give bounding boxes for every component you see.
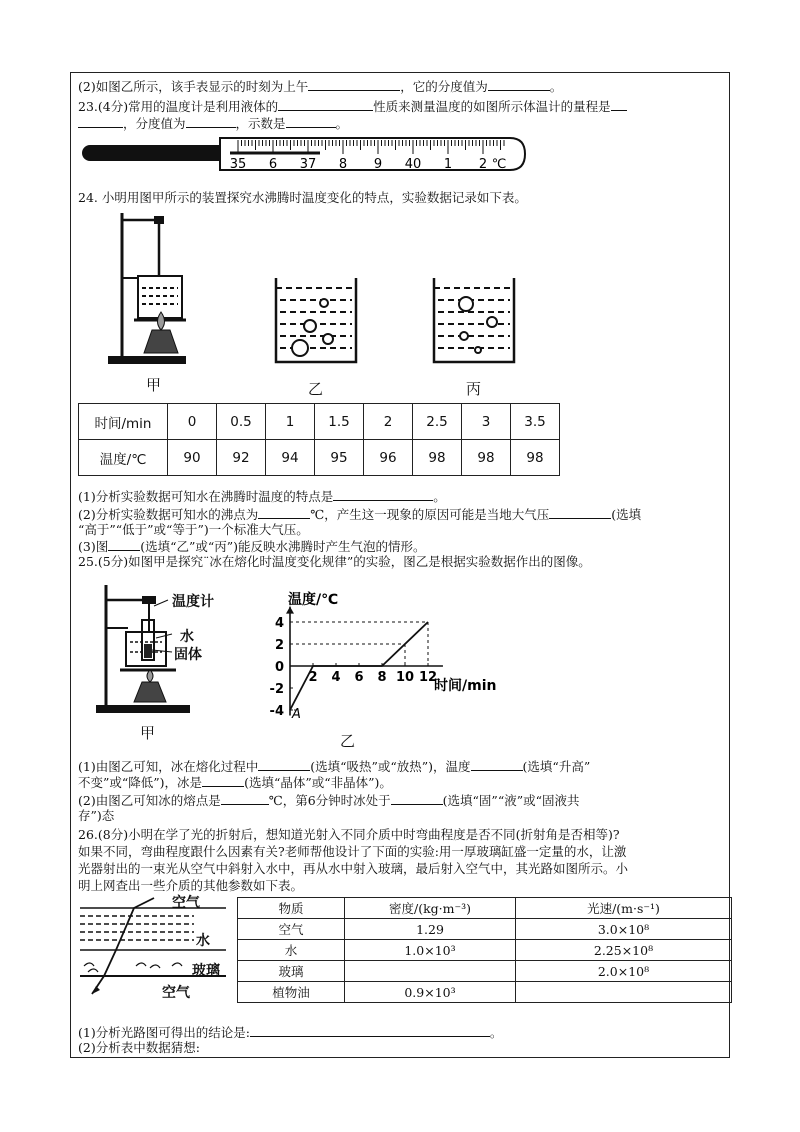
table-cell: 玻璃 [238,961,345,982]
text: (选填“乙”或“丙”)能反映水沸腾时产生气泡的情形。 [140,539,426,554]
x-axis-label: 时间/min [434,678,497,694]
text: (1)由图乙可知，冰在熔化过程中 [78,759,259,774]
text: ，它的分度值为 [400,79,488,94]
table-cell: 94 [266,440,315,476]
text: (选填“升高” [522,759,591,774]
q25-part2 [78,792,580,808]
tick-label: 37 [299,157,317,172]
table-header-row [238,898,732,919]
x-tick-label: 6 [354,670,364,685]
text: 。 [335,116,349,131]
answer-blank[interactable] [250,1024,490,1037]
x-tick-label: 10 [395,670,415,685]
bubble [460,332,468,340]
table-cell: 2.25×10⁸ [516,940,732,961]
text: (2)由图乙可知冰的熔点是 [78,793,221,808]
clamp [142,596,156,604]
table-cell: 98 [413,440,462,476]
table-cell: 95 [315,440,364,476]
text: (2)分析实验数据可知水的沸点为 [78,507,259,522]
figure-label-jia-25: 甲 [140,724,156,742]
q25-part2-cont [78,808,114,823]
answer-blank[interactable] [258,506,310,519]
text: (1)分析光路图可得出的结论是: [78,1025,250,1040]
text: (2)如图乙所示，该手表显示的时刻为上午 [78,79,309,94]
text: (选填“吸热”或“放热”)，温度 [310,759,471,774]
table-row [238,940,732,961]
ray-arrow [92,986,100,994]
text: (选填 [611,507,642,522]
answer-blank[interactable] [108,538,140,551]
table-header-time: 时间/min [79,404,168,440]
answer-blank[interactable] [333,488,433,501]
boiling-apparatus [100,208,190,378]
text: 26.(8分)小明在学了光的折射后，想知道光射入不同介质中时弯曲程度是否不同(折射角是否相等)? [78,827,620,842]
table-cell: 植物油 [238,982,345,1003]
q26-part2 [78,1040,200,1055]
table-cell [516,982,732,1003]
text: 。 [433,489,446,504]
q25-part1-cont [78,774,392,790]
text: 光器射出的一束光从空气中斜射入水中，再从水中射入玻璃，最后射入空气中，其光路如图所示。小 [78,861,629,876]
table-cell: 98 [462,440,511,476]
text: ，分度值为 [123,116,186,131]
table-cell: 1 [266,404,315,440]
bubble [487,317,497,327]
table-cell: 水 [238,940,345,961]
x-tick-label: 12 [418,670,438,685]
text: 25.(5分)如图甲是探究¨冰在熔化时温度变化规律”的实验，图乙是根据实验数据作出的图像。 [78,554,591,569]
table-header: 物质 [238,898,345,919]
table-row [238,961,732,982]
label-air-bottom: 空气 [162,985,190,1001]
table-header-temp: 温度/℃ [79,440,168,476]
answer-blank[interactable] [278,98,373,111]
q26-stem-1 [78,827,620,842]
table-cell: 0.9×10³ [345,982,516,1003]
table-cell: 92 [217,440,266,476]
tick-label: 40 [404,157,422,172]
answer-blank[interactable] [488,78,550,91]
table-row [238,919,732,940]
answer-blank[interactable] [258,758,310,771]
text: ℃，第6分钟时冰处于 [268,793,391,808]
q24-stem [78,190,527,205]
bubble [459,297,473,311]
text: (2)分析表中数据猜想: [78,1040,200,1055]
table-cell [345,961,516,982]
table-header: 密度/(kg·m⁻³) [345,898,516,919]
y-tick-label: -2 [269,682,284,697]
text: (选填“固”“液”或“固液共 [442,793,580,808]
q26-stem-4 [78,878,303,893]
q25-stem [78,554,591,569]
y-tick-label: 2 [274,638,284,653]
figure-label-bing: 丙 [466,380,482,398]
text: 。 [489,1025,503,1040]
y-axis-label: 温度/℃ [288,592,339,608]
text: 23.(4分)常用的温度计是利用液体的 [78,99,279,114]
text: ℃，产生这一现象的原因可能是当地大气压 [310,507,550,522]
clinical-thermometer [80,132,530,180]
solid-sample [144,644,152,658]
y-tick-label: 4 [274,616,284,631]
flame [147,670,153,682]
label-water: 水 [180,629,194,645]
answer-blank[interactable] [308,78,400,91]
text: ，示数是 [235,116,286,131]
table-cell: 1.5 [315,404,364,440]
tick-label: ℃ [491,157,507,172]
answer-blank[interactable] [221,792,269,805]
q24-part3 [78,538,426,554]
answer-blank[interactable] [286,115,336,128]
thermometer-bulb [82,145,232,161]
table-cell: 3 [462,404,511,440]
melting-graph [258,586,508,726]
tick-label: 2 [478,157,488,172]
beaker-yi [272,276,360,368]
tick-label: 6 [268,157,278,172]
stand-base [96,705,190,713]
bubble [320,299,328,307]
medium-data-table [237,897,732,1003]
text: 如果不同，弯曲程度跟什么因素有关?老师帮他设计了下面的实验:用一厚玻璃缸盛一定量的水，让激 [78,844,627,859]
label-solid: 固体 [174,647,202,663]
label-water: 水 [196,933,210,949]
table-cell: 1.29 [345,919,516,940]
text: 存”)态 [78,808,115,823]
text: 24. 小明用图甲所示的装置探究水沸腾时温度变化的特点，实验数据记录如下表。 [78,190,527,205]
q24-part1 [78,488,446,504]
bubble [475,347,481,353]
table-cell: 0.5 [217,404,266,440]
answer-blank[interactable] [202,774,244,787]
q26-part1 [78,1024,502,1040]
stand-base [108,356,186,364]
text: 性质来测量温度的如图所示体温计的量程是 [373,99,611,114]
text: (选填“晶体”或“非晶体”)。 [244,775,392,790]
light-path-figure [76,894,236,1004]
tick-label: 9 [373,157,383,172]
answer-blank[interactable] [391,792,443,805]
q25-part1 [78,758,590,774]
text: “高于”“低于”或“等于”)一个标准大气压。 [78,522,309,537]
alcohol-lamp [144,330,178,353]
text: 。 [549,79,563,94]
table-cell: 2.5 [413,404,462,440]
clamp [154,216,164,224]
light-ray [92,898,154,994]
table-cell: 96 [364,440,413,476]
table-cell: 98 [511,440,560,476]
q24-part2 [78,506,641,522]
x-tick-label: 4 [331,670,341,685]
table-row [238,982,732,1003]
table-cell: 2.0×10⁸ [516,961,732,982]
table-cell: 0 [168,404,217,440]
tick-label: 35 [229,157,247,172]
answer-blank[interactable] [78,115,123,128]
table-header: 光速/(m·s⁻¹) [516,898,732,919]
table-cell: 3.5 [511,404,560,440]
text: (3)图 [78,539,109,554]
table-row [79,404,560,440]
figure-label-yi: 乙 [308,380,324,398]
bubble [323,334,333,344]
q26-stem-2 [78,844,626,859]
label-glass: 玻璃 [192,963,220,979]
tick-label: 1 [443,157,453,172]
y-tick-label: -4 [269,704,284,719]
q24-part2-cont [78,522,309,537]
label-air-top: 空气 [172,895,200,911]
table-cell: 1.0×10³ [345,940,516,961]
x-tick-label: 8 [377,670,387,685]
q23-line2 [78,115,348,131]
text: 不变”或“降低”)，冰是 [78,775,203,790]
answer-blank[interactable] [471,758,523,771]
table-cell: 3.0×10⁸ [516,919,732,940]
beaker-bing [430,276,518,368]
text: (1)分析实验数据可知水在沸腾时温度的特点是 [78,489,334,504]
figure-label-jia: 甲 [146,376,162,394]
alcohol-lamp [134,682,166,702]
table-row [79,440,560,476]
point-a-label: A [292,707,301,722]
answer-blank[interactable] [611,98,627,111]
answer-blank[interactable] [186,115,236,128]
figure-label-yi-25: 乙 [340,732,356,750]
label-thermometer: 温度计 [172,594,214,610]
q26-stem-3 [78,861,628,876]
q22-part2 [78,78,562,94]
text: 明上网查出一些介质的其他参数如下表。 [78,878,304,893]
glass-layer [84,963,182,972]
table-cell: 空气 [238,919,345,940]
answer-blank[interactable] [549,506,611,519]
table-cell: 2 [364,404,413,440]
bubble [304,320,316,332]
pointer-line [154,600,168,606]
graph-ticks [270,616,438,719]
boiling-data-table [78,403,560,476]
bubble [292,340,308,356]
table-cell: 90 [168,440,217,476]
q23-line1 [78,98,627,114]
tick-label: 8 [338,157,348,172]
x-tick-label: 2 [308,670,318,685]
graph-axes [286,607,443,716]
y-tick-label: 0 [274,660,284,675]
